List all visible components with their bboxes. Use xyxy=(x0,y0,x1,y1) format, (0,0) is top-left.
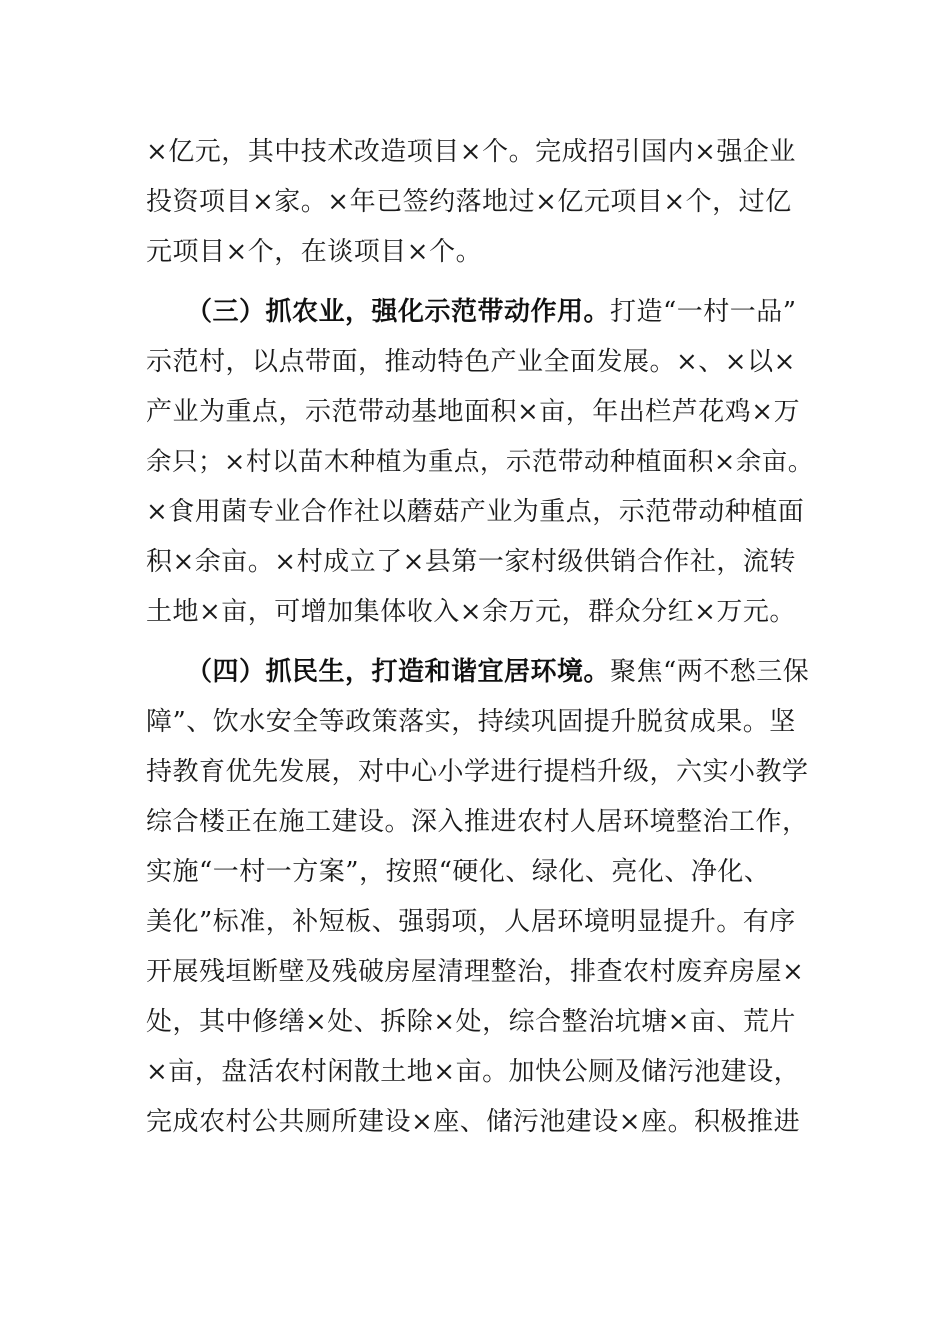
paragraph-2-line-4: 余只；×村以苗木种植为重点，示范带动种植面积×余亩。 xyxy=(146,447,814,477)
paragraph-3-line-7: 开展残垣断壁及残破房屋清理整治，排查农村废弃房屋× xyxy=(146,957,805,987)
paragraph-3-first-line-text: 聚焦“两不愁三保 xyxy=(610,657,810,687)
paragraph-1-line-3: 元项目×个，在谈项目×个。 xyxy=(146,237,483,267)
section-heading-livelihood: （四）抓民生，打造和谐宜居环境。 xyxy=(186,657,611,687)
section-heading-agriculture: （三）抓农业，强化示范带动作用。 xyxy=(186,297,611,327)
paragraph-2-first-line xyxy=(186,292,816,332)
paragraph-2-line-7: 土地×亩，可增加集体收入×余万元，群众分红×万元。 xyxy=(146,597,796,627)
paragraph-3-first-line xyxy=(186,652,816,692)
paragraph-2-line-3: 产业为重点，示范带动基地面积×亩，年出栏芦花鸡×万 xyxy=(146,397,801,427)
paragraph-3-line-3: 持教育优先发展，对中心小学进行提档升级，六实小教学 xyxy=(146,757,809,787)
paragraph-2-line-5: ×食用菌专业合作社以蘑菇产业为重点，示范带动种植面 xyxy=(146,497,805,527)
paragraph-3-line-6: 美化”标准，补短板、强弱项，人居环境明显提升。有序 xyxy=(146,907,796,937)
paragraph-3-line-10: 完成农村公共厕所建设×座、储污池建设×座。积极推进 xyxy=(146,1107,801,1137)
paragraph-2-line-6: 积×余亩。×村成立了×县第一家村级供销合作社，流转 xyxy=(146,547,796,577)
paragraph-1-line-2: 投资项目×家。×年已签约落地过×亿元项目×个，过亿 xyxy=(146,187,792,217)
paragraph-3-line-8: 处，其中修缮×处、拆除×处，综合整治坑塘×亩、荒片 xyxy=(146,1007,796,1037)
paragraph-3-line-2: 障”、饮水安全等政策落实，持续巩固提升脱贫成果。坚 xyxy=(146,707,796,737)
paragraph-3-line-9: ×亩，盘活农村闲散土地×亩。加快公厕及储污池建设， xyxy=(146,1057,801,1087)
paragraph-2-line-2: 示范村，以点带面，推动特色产业全面发展。×、×以× xyxy=(146,347,796,377)
paragraph-2-first-line-text: 打造“一村一品” xyxy=(610,297,797,327)
paragraph-3-line-5: 实施“一村一方案”，按照“硬化、绿化、亮化、净化、 xyxy=(146,857,771,887)
paragraph-3-line-4: 综合楼正在施工建设。深入推进农村人居环境整治工作， xyxy=(146,807,809,837)
paragraph-1-line-1: ×亿元，其中技术改造项目×个。完成招引国内×强企业 xyxy=(146,137,796,167)
